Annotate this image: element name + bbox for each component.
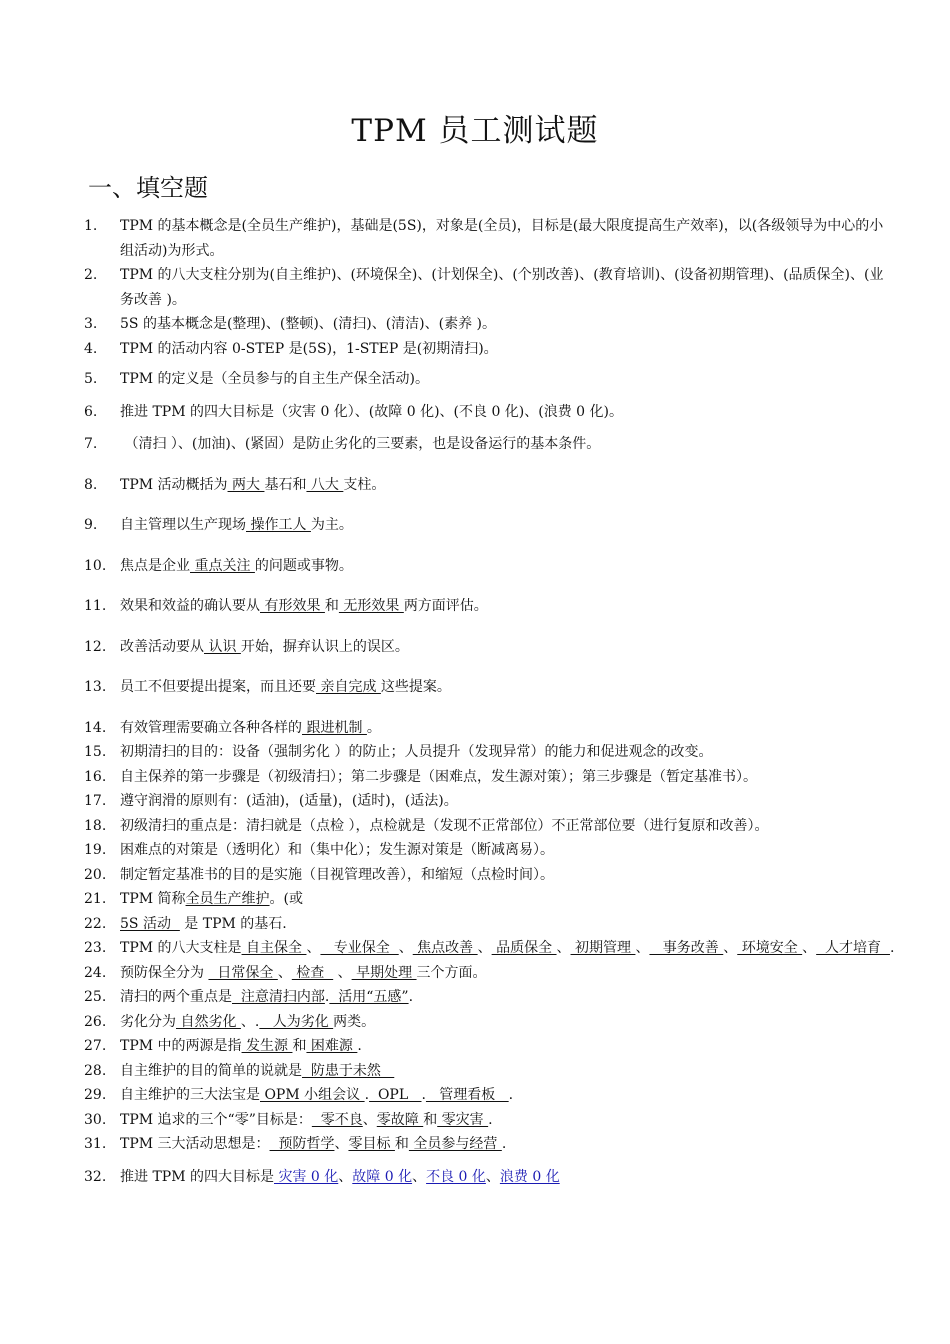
question-fragment: . (364, 1087, 370, 1103)
question-number: 7. (84, 436, 98, 452)
answer-blank: 日常保全 (208, 964, 278, 981)
question-text (120, 936, 896, 961)
question-fragment: 员工不但要提出提案，而且还要 (120, 679, 316, 695)
question-fragment: TPM 的定义是（全员参与的自主生产保全活动)。 (120, 371, 430, 387)
question-fragment: 这些提案。 (380, 679, 451, 695)
question-text (120, 1132, 896, 1157)
question-fragment: 、 (802, 940, 817, 956)
question-item (84, 1034, 896, 1059)
answer-blank: 活用“五感” (329, 989, 409, 1005)
question-fragment: 。(或 (269, 891, 304, 907)
answer-blank: 灾害 0 化 (274, 1168, 339, 1185)
question-item (84, 1108, 896, 1133)
question-item (84, 985, 896, 1010)
question-number: 32. (84, 1168, 107, 1185)
question-text (120, 838, 896, 863)
answer-blank: 亲自完成 (316, 679, 381, 695)
question-item (84, 1165, 896, 1190)
answer-blank: 无形效果 (338, 598, 404, 614)
question-fragment: 推进 TPM 的四大目标是（灾害 0 化）、(故障 0 化)、(不良 0 化)、(浪费 0 化)。 (120, 403, 623, 420)
answer-blank: OPM 小组会议 (260, 1087, 365, 1103)
answer-blank: 故障 0 化 (352, 1168, 413, 1185)
question-item (84, 716, 896, 741)
question-text (120, 473, 896, 498)
question-fragment: 清扫的两个重点是 (120, 989, 232, 1005)
question-text (120, 912, 896, 937)
question-item (84, 936, 896, 961)
question-fragment: 预防保全分为 (120, 964, 209, 981)
answer-blank: 早期处理 (351, 964, 417, 981)
answer-blank: 全员生产维护 (185, 891, 270, 907)
question-fragment: 三个方面。 (416, 964, 487, 981)
question-fragment: . (889, 940, 895, 956)
question-text (120, 312, 896, 337)
question-fragment: 、 (412, 1168, 427, 1185)
question-fragment: 推进 TPM 的四大目标是 (120, 1168, 274, 1185)
question-text (120, 513, 896, 538)
question-item (84, 912, 896, 937)
question-number: 29. (84, 1087, 107, 1103)
question-fragment: 、 (485, 1168, 500, 1185)
answer-blank: 5S 活动 (120, 915, 180, 932)
question-item (84, 367, 896, 392)
question-fragment: 、 (277, 964, 292, 981)
question-text (120, 1059, 896, 1084)
answer-blank: 零目标 (348, 1136, 395, 1152)
question-number: 16. (84, 768, 107, 785)
question-text (120, 961, 896, 986)
answer-blank: 零不良 (311, 1111, 363, 1128)
question-text (120, 337, 896, 362)
answer-blank: 人才培育 (816, 940, 890, 956)
question-fragment: 、 (338, 1168, 353, 1185)
question-number: 19. (84, 842, 107, 858)
question-text (120, 1108, 896, 1133)
question-fragment: 遵守润滑的原则有：(适油)，(适量)，(适时)，(适法)。 (120, 793, 458, 809)
question-fragment: 自主维护的三大法宝是 (120, 1087, 260, 1103)
question-item (84, 400, 896, 425)
answer-blank: 困难源 (306, 1038, 358, 1054)
answer-blank: 专业保全 (320, 940, 399, 956)
question-fragment: 。 (366, 719, 381, 736)
question-item (84, 814, 896, 839)
answer-blank: 预防哲学 (269, 1136, 335, 1152)
question-number: 23. (84, 940, 107, 956)
question-fragment: 两方面评估。 (403, 598, 488, 614)
question-item (84, 554, 896, 579)
question-text (120, 863, 896, 888)
answer-blank: 注意清扫内部 (232, 989, 325, 1005)
question-text (120, 1083, 896, 1108)
question-number: 24. (84, 964, 107, 981)
question-text (120, 675, 896, 700)
answer-blank: 自然劣化 (176, 1013, 241, 1030)
answer-blank: 有形效果 (260, 598, 325, 614)
answer-blank: 八大 (306, 476, 344, 493)
answer-blank: 两大 (227, 476, 265, 493)
question-number: 2. (84, 267, 98, 283)
question-text (120, 214, 896, 263)
question-text (120, 432, 896, 457)
question-fragment: . (508, 1087, 514, 1103)
question-fragment: 有效管理需要确立各种各样的 (120, 719, 302, 736)
question-number: 27. (84, 1038, 107, 1054)
question-text (120, 367, 896, 392)
question-fragment: . (324, 989, 330, 1005)
question-number: 31. (84, 1136, 107, 1152)
answer-blank: 检查 (291, 964, 334, 981)
question-text (120, 789, 896, 814)
question-fragment: 和 (394, 1136, 409, 1152)
question-item (84, 887, 896, 912)
question-fragment: 困难点的对策是（透明化）和（集中化）；发生源对策是（断减离易）。 (120, 842, 554, 858)
question-text (120, 985, 896, 1010)
question-text (120, 594, 896, 619)
question-fragment: 劣化分为 (120, 1013, 176, 1030)
question-text (120, 765, 896, 790)
question-fragment: （清扫 ）、(加油)、(紧固）是防止劣化的三要素，也是设备运行的基本条件。 (120, 436, 601, 452)
question-fragment: 初级清扫的重点是：清扫就是（点检 ），点检就是（发现不正常部位）不正常部位要（进行复原和改善）。 (120, 817, 769, 834)
question-fragment: 、 (723, 940, 738, 956)
question-fragment: TPM 追求的三个“零”目标是： (120, 1111, 312, 1128)
question-fragment: 和 (423, 1111, 438, 1128)
question-fragment: TPM 的八大支柱是 (120, 940, 242, 956)
answer-blank: 发生源 (241, 1038, 293, 1054)
question-fragment: 开始，摒弃认识上的误区。 (240, 638, 409, 655)
question-fragment: 、 (306, 940, 321, 956)
answer-blank: 品质保全 (491, 940, 557, 956)
answer-blank: 浪费 0 化 (499, 1168, 560, 1185)
answer-blank: 环境安全 (737, 940, 803, 956)
question-fragment: 、. (240, 1013, 260, 1030)
question-fragment: TPM 三大活动思想是： (120, 1136, 270, 1152)
question-fragment: 制定暂定基准书的目的是实施（目视管理改善），和缩短（点检时间）。 (120, 866, 554, 883)
question-text (120, 887, 896, 912)
question-fragment: 改善活动要从 (120, 638, 204, 655)
question-text (120, 554, 896, 579)
question-number: 20. (84, 866, 107, 883)
question-number: 4. (84, 340, 98, 357)
question-item (84, 513, 896, 538)
question-number: 14. (84, 719, 107, 736)
question-number: 3. (84, 316, 98, 332)
section-heading: 一、填空题 (88, 174, 208, 202)
question-item (84, 1059, 896, 1084)
question-item (84, 863, 896, 888)
question-fragment: 两类。 (333, 1013, 376, 1030)
question-fragment: 为主。 (310, 517, 353, 533)
question-fragment: 自主保养的第一步骤是（初级清扫）；第二步骤是（困难点，发生源对策）；第三步骤是（暂定基准书）。 (120, 768, 757, 785)
answer-blank: 人为劣化 (259, 1013, 334, 1030)
question-fragment: 自主维护的目的简单的说就是 (120, 1062, 302, 1079)
question-item (84, 1010, 896, 1035)
question-item (84, 838, 896, 863)
question-item (84, 594, 896, 619)
question-number: 13. (84, 679, 107, 695)
question-text (120, 400, 896, 425)
question-text (120, 635, 896, 660)
question-text (120, 716, 896, 741)
question-number: 6. (84, 403, 98, 420)
answer-blank: 不良 0 化 (426, 1168, 486, 1185)
question-number: 11. (84, 598, 107, 614)
question-fragment: . (408, 989, 414, 1005)
question-item (84, 337, 896, 362)
answer-blank: 零灾害 (437, 1111, 489, 1128)
question-fragment: . (357, 1038, 362, 1054)
question-item (84, 961, 896, 986)
question-item (84, 675, 896, 700)
question-number: 17. (84, 793, 107, 809)
question-number: 25. (84, 989, 107, 1005)
question-fragment: TPM 中的两源是指 (120, 1038, 242, 1054)
answer-blank: 全员参与经营 (408, 1136, 502, 1152)
question-text (120, 263, 896, 312)
page-title: TPM 员工测试题 (351, 113, 599, 149)
question-number: 5. (84, 371, 98, 387)
answer-blank: OPL (369, 1087, 422, 1103)
question-number: 1. (84, 218, 98, 234)
question-fragment: 5S 的基本概念是(整理)、(整顿)、(清扫)、(清洁)、(素养 )。 (120, 316, 497, 332)
question-fragment: TPM 活动概括为 (120, 476, 228, 493)
question-number: 10. (84, 557, 107, 574)
question-item (84, 635, 896, 660)
question-text (120, 1165, 896, 1190)
question-fragment: TPM 的八大支柱分别为(自主维护)、(环境保全)、(计划保全)、(个别改善)、(教育培训)、(设备初期管理)、(品质保全)、(业务改善 )。 (120, 267, 884, 308)
question-text (120, 1034, 896, 1059)
answer-blank: 重点关注 (190, 557, 255, 574)
question-fragment: . (488, 1111, 493, 1128)
question-text (120, 740, 896, 765)
question-number: 21. (84, 891, 107, 907)
question-text (120, 1010, 896, 1035)
question-item (84, 473, 896, 498)
question-fragment: 初期清扫的目的：设备（强制劣化 ）的防止；人员提升（发现异常）的能力和促进观念的改变。 (120, 744, 713, 760)
question-item (84, 263, 896, 312)
question-fragment: . (421, 1087, 426, 1103)
question-number: 26. (84, 1013, 107, 1030)
question-item (84, 432, 896, 457)
question-fragment: TPM 的活动内容 0-STEP 是(5S)，1-STEP 是(初期清扫)。 (120, 340, 498, 357)
answer-blank: 初期管理 (570, 940, 636, 956)
question-number: 22. (84, 915, 107, 932)
question-item (84, 214, 896, 263)
question-number: 28. (84, 1062, 107, 1079)
question-item (84, 312, 896, 337)
question-number: 30. (84, 1111, 107, 1128)
question-item (84, 1083, 896, 1108)
question-fragment: TPM 的基本概念是(全员生产维护)，基础是(5S)，对象是(全员)，目标是(最大限度提高生产效率)，以(各级领导为中心的小组活动)为形式。 (120, 218, 884, 259)
question-fragment: 和 (324, 598, 339, 614)
question-fragment: 、 (362, 1111, 377, 1128)
question-fragment: 焦点是企业 (120, 557, 190, 574)
question-item (84, 740, 896, 765)
answer-blank: 焦点改善 (412, 940, 478, 956)
question-fragment: 、 (556, 940, 571, 956)
question-fragment: 、 (334, 1136, 349, 1152)
answer-blank: 防患于未然 (302, 1062, 395, 1079)
answer-blank: 自主保全 (241, 940, 307, 956)
question-fragment: TPM 简称 (120, 891, 186, 907)
question-fragment: 是 TPM 的基石. (179, 915, 287, 932)
answer-blank: 事务改善 (649, 940, 724, 956)
question-fragment: . (501, 1136, 507, 1152)
answer-blank: 认识 (204, 638, 241, 655)
question-fragment: 、 (398, 940, 413, 956)
question-number: 15. (84, 744, 107, 760)
question-fragment: 、 (333, 964, 352, 981)
question-fragment: 和 (292, 1038, 307, 1054)
question-text (120, 814, 896, 839)
question-number: 12. (84, 638, 107, 655)
answer-blank: 零故障 (376, 1111, 424, 1128)
question-item (84, 765, 896, 790)
question-fragment: 支柱。 (343, 476, 386, 493)
question-fragment: 效果和效益的确认要从 (120, 598, 260, 614)
answer-blank: 操作工人 (246, 517, 311, 533)
question-item (84, 1132, 896, 1157)
question-number: 8. (84, 476, 98, 493)
question-list (84, 214, 896, 1189)
question-item (84, 789, 896, 814)
answer-blank: 管理看板 (425, 1087, 509, 1103)
question-number: 9. (84, 517, 98, 533)
question-fragment: 自主管理以生产现场 (120, 517, 246, 533)
question-number: 18. (84, 817, 107, 834)
question-fragment: 、 (635, 940, 650, 956)
question-fragment: 、 (477, 940, 492, 956)
answer-blank: 跟进机制 (302, 719, 367, 736)
question-fragment: 基石和 (264, 476, 307, 493)
question-fragment: 的问题或事物。 (254, 557, 353, 574)
